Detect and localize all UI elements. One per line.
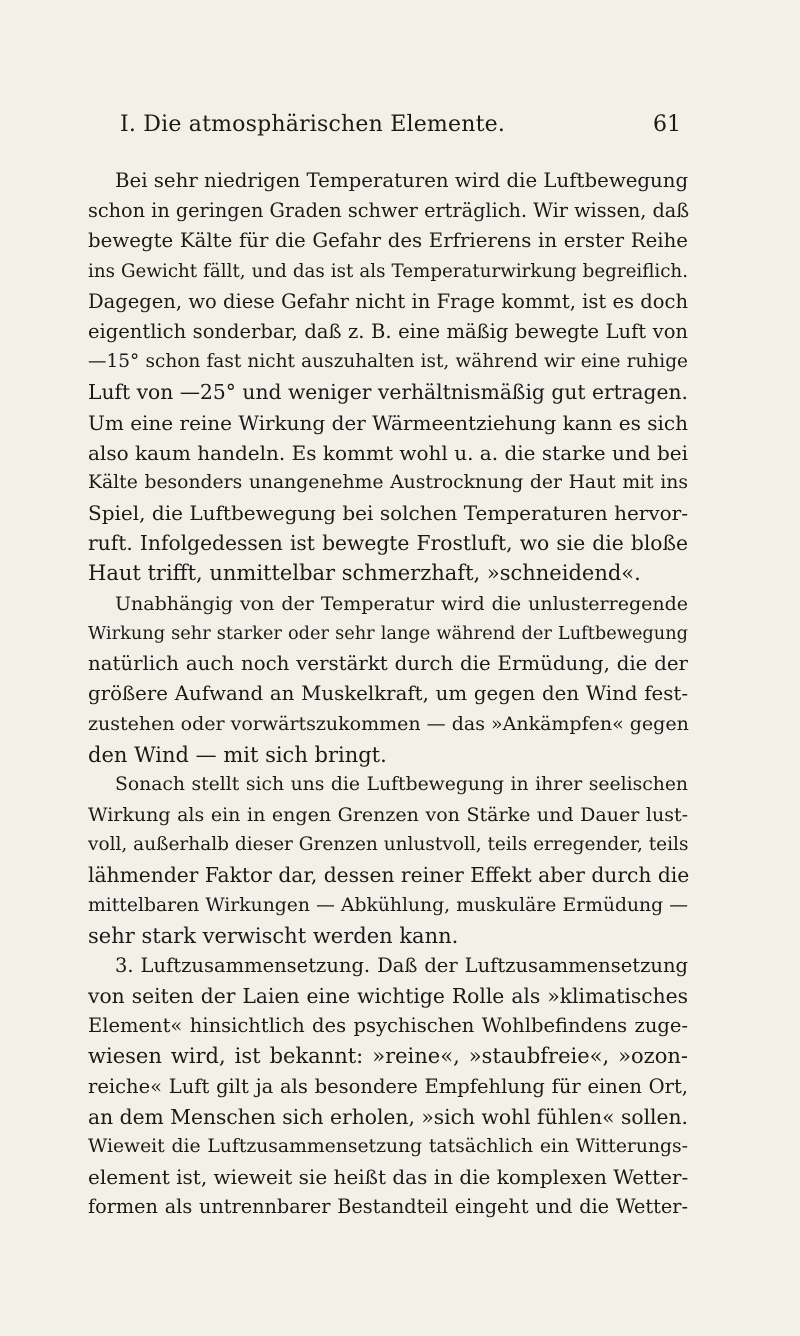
text-line: an dem Menschen sich erholen, »sich wohl fühlen« sollen.: [88, 1104, 688, 1129]
text-line: formen als untrennbarer Bestandteil eingeht und die Wetter-: [88, 1195, 688, 1219]
body-text: [88, 166, 688, 1223]
text-line: von seiten der Laien eine wichtige Rolle als »klimatisches: [88, 984, 688, 1009]
text-line: Element« hinsichtlich des psychischen Wohlbefindens zuge-: [88, 1014, 688, 1038]
text-line: größere Aufwand an Muskelkraft, um gegen den Wind fest-: [88, 682, 688, 706]
text-line: ins Gewicht fällt, und das ist als Temperaturwirkung begreiflich.: [88, 260, 688, 282]
text-line: element ist, wieweit sie heißt das in die komplexen Wetter-: [88, 1165, 689, 1190]
page-header: [0, 112, 800, 142]
text-line: Wieweit die Luftzusammensetzung tatsächlich ein Witterungs-: [88, 1136, 688, 1157]
text-line: den Wind — mit sich bringt.: [88, 742, 387, 767]
text-line: wiesen wird, ist bekannt: »reine«, »staubfreie«, »ozon-: [88, 1044, 688, 1069]
text-line: reiche« Luft gilt ja als besondere Empfehlung für einen Ort,: [88, 1074, 688, 1098]
text-line: Haut trifft, unmittelbar schmerzhaft, »schneidend«.: [88, 561, 641, 586]
text-line: eigentlich sonderbar, daß z. B. eine mäßig bewegte Luft von: [88, 319, 688, 343]
text-line: schon in geringen Graden schwer erträglich. Wir wissen, daß: [88, 199, 690, 223]
text-line: —15° schon fast nicht auszuhalten ist, während wir eine ruhige: [88, 351, 688, 373]
text-line: Kälte besonders unangenehme Austrocknung der Haut mit ins: [88, 471, 688, 493]
text-line: Luft von —25° und weniger verhältnismäßig gut ertragen.: [88, 380, 688, 405]
text-line: mittelbaren Wirkungen — Abkühlung, muskuläre Ermüdung —: [88, 894, 688, 916]
text-line: lähmender Faktor dar, dessen reiner Effekt aber durch die: [88, 863, 690, 888]
text-line: sehr stark verwischt werden kann.: [88, 923, 459, 948]
text-line: voll, außerhalb dieser Grenzen unlustvoll, teils erregender, teils: [88, 834, 689, 856]
text-line: zustehen oder vorwärtszukommen — das »Ankämpfen« gegen: [88, 713, 689, 736]
text-line: Unabhängig von der Temperatur wird die unlusterregende: [115, 592, 688, 615]
text-line: Um eine reine Wirkung der Wärmeentziehung kann es sich: [88, 410, 688, 435]
text-line: ruft. Infolgedessen ist bewegte Frostluft, wo sie die bloße: [88, 531, 688, 556]
section-heading-line: 3. Luftzusammensetzung. Daß der Luftzusammensetzung: [115, 953, 688, 977]
running-head: I. Die atmosphärischen Elemente.: [120, 112, 506, 137]
page-number: 61: [653, 112, 681, 137]
text-line: natürlich auch noch verstärkt durch die Ermüdung, die der: [88, 652, 688, 675]
text-line: also kaum handeln. Es kommt wohl u. a. die starke und bei: [88, 440, 688, 465]
text-line: Sonach stellt sich uns die Luftbewegung in ihrer seelischen: [115, 773, 688, 795]
text-line: bewegte Kälte für die Gefahr des Erfrierens in erster Reihe: [88, 229, 688, 253]
text-line: Wirkung sehr starker oder sehr lange während der Luftbewegung: [88, 623, 688, 644]
text-line: Wirkung als ein in engen Grenzen von Stärke und Dauer lust-: [88, 803, 688, 826]
text-line: Spiel, die Luftbewegung bei solchen Temperaturen hervor-: [88, 501, 688, 526]
text-line: Dagegen, wo diese Gefahr nicht in Frage kommt, ist es doch: [88, 289, 688, 313]
text-line: Bei sehr niedrigen Temperaturen wird die Luftbewegung: [115, 169, 689, 192]
